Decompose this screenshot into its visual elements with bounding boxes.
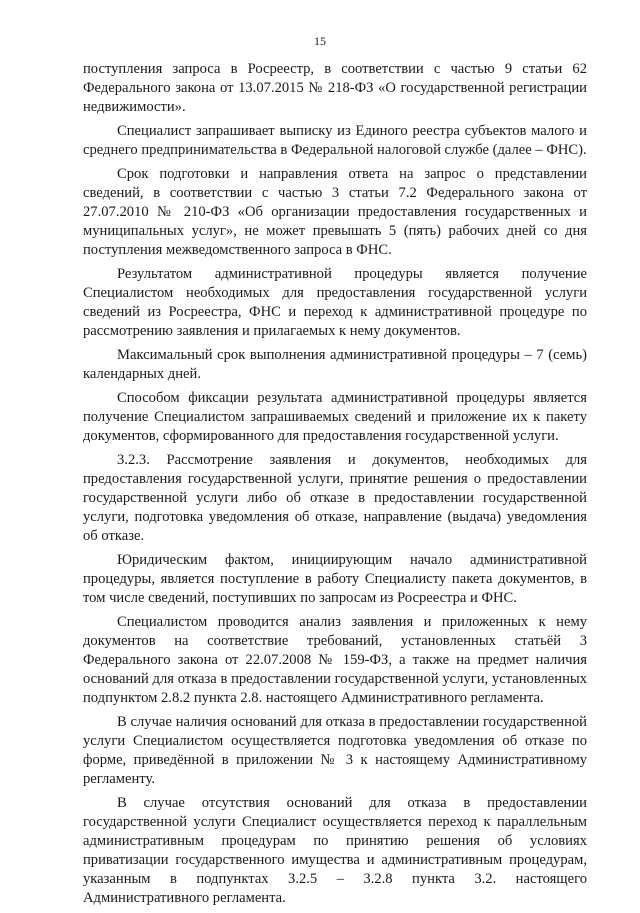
paragraph-9: Специалистом проводится анализ заявления и приложенных к нему документов на соответствие требований, установленных статьёй 3 Федерального закона от 22.07.2008 № 159-ФЗ, а также на предмет наличия оснований для отказа в предоставлении государственной услуги, установленных подпунктом 2.8.2 пункта 2.8. настоящего Административного регламента. — [83, 614, 587, 706]
page-number: 15 — [314, 34, 326, 48]
paragraph-2: Специалист запрашивает выписку из Единого реестра субъектов малого и среднего предпринимательства в Федеральной налоговой службе (далее – ФНС). — [83, 123, 587, 158]
paragraph-11: В случае отсутствия оснований для отказа в предоставлении государственной услуги Специалист осуществляется переход к параллельным административным процедурам по принятию решения об условиях приватизации государственного имущества и административным процедурам, указанным в подпунктах 3.2.5 – 3.2.8 пункта 3.2. настоящего Административного регламента. — [83, 795, 587, 906]
paragraph-8: Юридическим фактом, инициирующим начало административной процедуры, является поступление в работу Специалисту пакета документов, в том числе сведений, поступивших по запросам из Росреестра и ФНС. — [83, 552, 587, 606]
document-body — [83, 60, 587, 913]
paragraph-1: поступления запроса в Росреестр, в соответствии с частью 9 статьи 62 Федерального закона от 13.07.2015 № 218-ФЗ «О государственной регистрации недвижимости». — [83, 61, 587, 115]
paragraph-6: Способом фиксации результата административной процедуры является получение Специалистом запрашиваемых сведений и приложение их к пакету документов, сформированного для предоставления государственной услуги. — [83, 390, 587, 444]
paragraph-7: 3.2.3. Рассмотрение заявления и документов, необходимых для предоставления государственной услуги, принятие решения о предоставлении государственной услуги либо об отказе в предоставлении государственной услуги, подготовка уведомления об отказе, направление (выдача) уведомления об отказе. — [83, 452, 587, 544]
paragraph-4: Результатом административной процедуры является получение Специалистом необходимых для предоставления государственной услуги сведений из Росреестра, ФНС и переход к административной процедуре по рассмотрению заявления и прилагаемых к нему документов. — [83, 266, 587, 339]
paragraph-10: В случае наличия оснований для отказа в предоставлении государственной услуги Специалистом осуществляется подготовка уведомления об отказе по форме, приведённой в приложении № 3 к настоящему Административному регламенту. — [83, 714, 587, 787]
paragraph-3: Срок подготовки и направления ответа на запрос о представлении сведений, в соответствии с частью 3 статьи 7.2 Федерального закона от 27.07.2010 № 210-ФЗ «Об организации предоставления государственных и муниципальных услуг», не может превышать 5 (пять) рабочих дней со дня поступления межведомственного запроса в ФНС. — [83, 166, 587, 258]
paragraph-5: Максимальный срок выполнения административной процедуры – 7 (семь) календарных дней. — [83, 347, 587, 382]
